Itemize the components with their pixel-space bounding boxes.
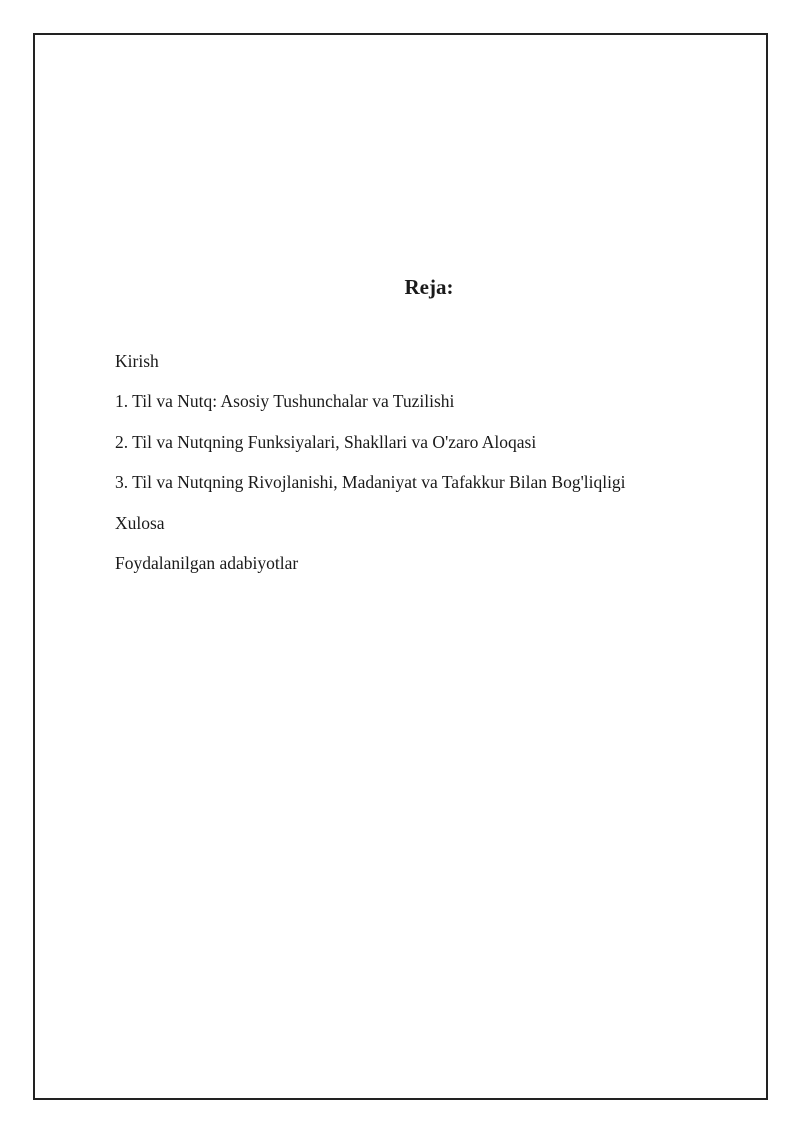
plan-title: Reja: — [404, 275, 454, 299]
plan-item-introduction: Kirish — [115, 351, 159, 371]
plan-list — [115, 350, 626, 592]
plan-item-conclusion: Xulosa — [115, 512, 165, 533]
plan-item-chapter-1: 1. Til va Nutq: Asosiy Tushunchalar va Tuzilishi — [115, 391, 455, 412]
plan-item-chapter-3: 3. Til va Nutqning Rivojlanishi, Madaniyat va Tafakkur Bilan Bog'liqligi — [115, 472, 626, 493]
plan-item-references: Foydalanilgan adabiyotlar — [115, 552, 299, 573]
plan-item-chapter-2: 2. Til va Nutqning Funksiyalari, Shakllari va O'zaro Aloqasi — [115, 431, 537, 452]
